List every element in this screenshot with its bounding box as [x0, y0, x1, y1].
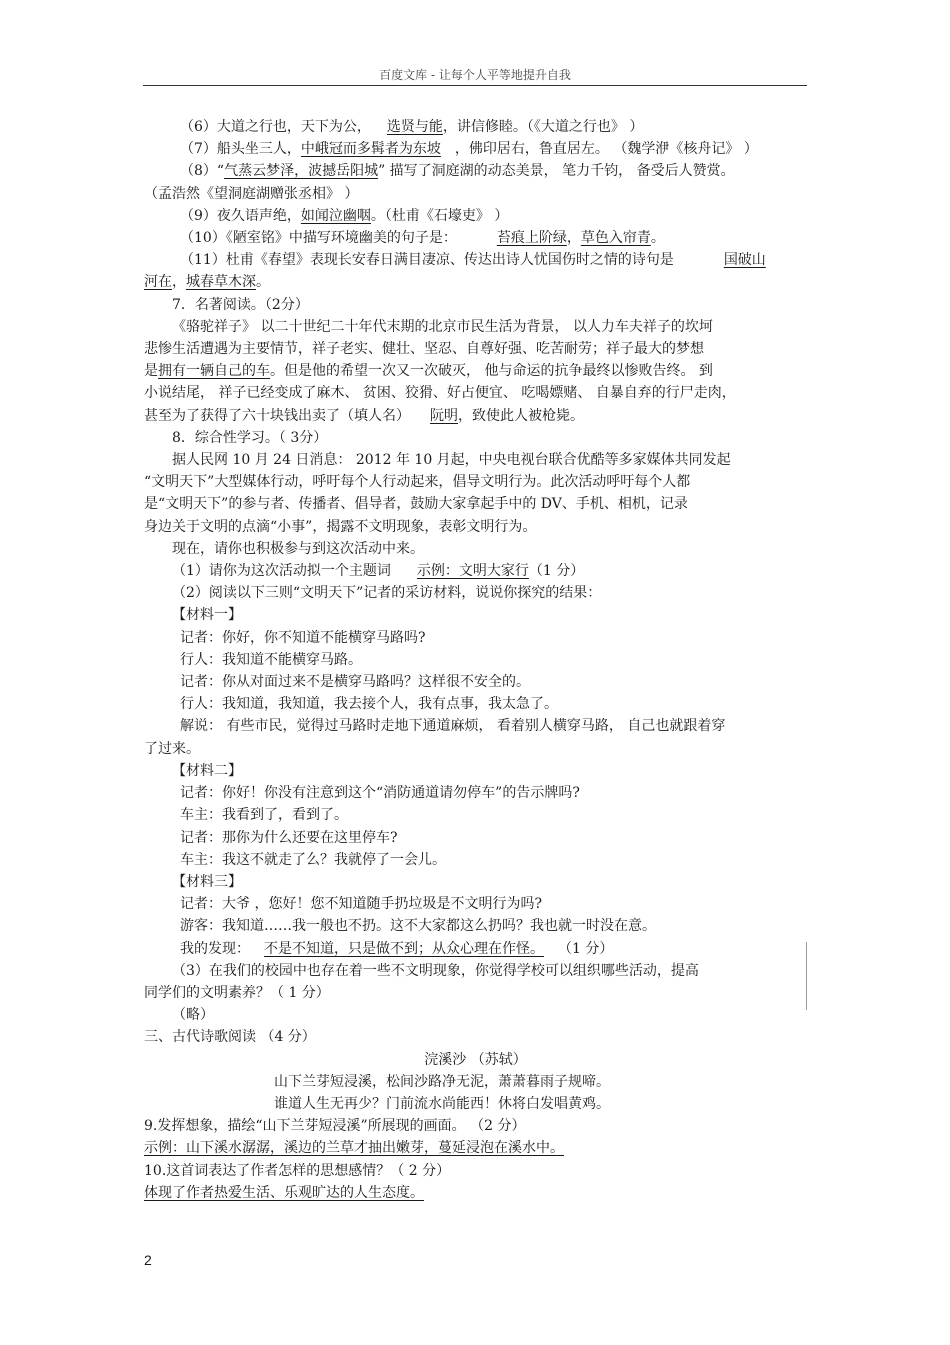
answer: 不是不知道，只是做不到；从众心理在作怪。: [264, 940, 544, 957]
q8-line: 是“文明天下”的参与者、传播者、倡导者，鼓励大家拿起手中的 DV、手机、相机，记录: [144, 496, 688, 513]
answer: 河在: [144, 274, 172, 291]
item-9: （9）夜久语声绝，如闻泣幽咽。（杜甫《石壕吏》 ）: [180, 207, 509, 224]
item-8: （8）“气蒸云梦泽，波撼岳阳城” 描写了洞庭湖的动态美景， 笔力千钧， 备受后人赞赏。: [180, 163, 735, 180]
item-6: （6）大道之行也，天下为公， 选贤与能，讲信修睦。（《大道之行也》 ）: [180, 119, 644, 135]
q8-sub-3-cont: 同学们的文明素养？（ 1 分）: [144, 984, 330, 1001]
q7-line: 小说结尾， 祥子已经变成了麻木、 贫困、狡猾、好占便宜、 吃喝嫖赌、 自暴自弃的行尸走肉，: [144, 385, 736, 402]
dialogue-line: 了过来。: [144, 740, 200, 757]
q7-line: 悲惨生活遭遇为主要情节，祥子老实、健壮、坚忍、自尊好强、吃苦耐劳；祥子最大的梦想: [144, 341, 704, 358]
dialogue-line: 记者：你好！你没有注意到这个“消防通道请勿停车”的告示牌吗?: [180, 785, 580, 802]
document-body: [144, 116, 807, 1204]
dialogue-line: 记者：你从对面过来不是横穿马路吗？这样很不安全的。: [180, 674, 530, 691]
material-title: 【材料三】: [172, 873, 242, 890]
q8-sub-1: （1）请你为这次活动拟一个主题词 示例：文明大家行（1 分）: [172, 563, 585, 580]
q8-line: “文明天下”大型媒体行动，呼吁每个人行动起来，倡导文明行为。此次活动呼吁每个人都: [144, 474, 691, 491]
page-header: 百度文库 - 让每个人平等地提升自我: [379, 68, 571, 82]
dialogue-line: 记者：你好，你不知道不能横穿马路吗?: [180, 629, 426, 646]
poem-line: 山下兰芽短浸溪，松间沙路净无泥，萧萧暮雨子规啼。: [274, 1073, 610, 1090]
answer: 拥有一辆自己的车: [158, 363, 270, 380]
answer: 国破山: [723, 252, 766, 269]
item-8-source: （孟浩然《望洞庭湖赠张丞相》 ）: [144, 185, 359, 202]
material-title: 【材料一】: [172, 607, 242, 624]
q8-title: 8．综合性学习。（ 3分）: [172, 429, 328, 446]
item-11-cont: 河在，城春草木深。: [144, 274, 270, 291]
item-10: （10）《陋室铭》中描写环境幽美的句子是： 苔痕上阶绿，草色入帘青。: [180, 230, 665, 247]
dialogue-line: 游客：我知道……我一般也不扔。这不大家都这么扔吗？我也就一时没在意。: [180, 918, 656, 935]
q8-line: 据人民网 10 月 24 日消息： 2012 年 10 月起，中央电视台联合优酷等多家媒体共同发起: [172, 452, 731, 469]
item-7: （7）船头坐三人，中峨冠而多髯者为东坡 ，佛印居右，鲁直居左。 （魏学洢《核舟记》 ）: [180, 141, 758, 158]
question-9: 9.发挥想象，描绘“山下兰芽短浸溪”所展现的画面。 （2 分）: [144, 1118, 526, 1135]
q8-line: 现在，请你也积极参与到这次活动中来。: [172, 540, 424, 557]
answer: 阮明: [430, 407, 458, 424]
dialogue-line: 记者：那你为什么还要在这里停车?: [180, 829, 398, 846]
answer: 气蒸云梦泽，波撼岳阳城: [224, 163, 379, 180]
section-title: 三、古代诗歌阅读 （4 分）: [144, 1029, 316, 1046]
dialogue-line: 车主：我这不就走了么？我就停了一会儿。: [180, 851, 446, 868]
q8-line: 身边关于文明的点滴“小事”，揭露不文明现象，表彰文明行为。: [144, 518, 537, 535]
question-10: 10.这首词表达了作者怎样的思想感情？（ 2 分）: [144, 1162, 451, 1179]
item-11: （11）杜甫《春望》表现长安春日满目凄凉、传达出诗人忧国伤时之情的诗句是 国破山: [180, 252, 766, 269]
answer: 示例：文明大家行: [416, 563, 529, 580]
q7-line: 《骆驼祥子》 以二十世纪二十年代末期的北京市民生活为背景， 以人力车夫祥子的坎坷: [172, 318, 713, 335]
answer-10: 体现了作者热爱生活、乐观旷达的人生态度。: [144, 1184, 424, 1201]
answer-9: 示例：山下溪水潺潺，溪边的兰草才抽出嫩芽，蔓延浸泡在溪水中。: [144, 1140, 564, 1157]
q8-sub-3-answer: （略）: [172, 1007, 214, 1024]
page-number: 2: [144, 1252, 152, 1268]
dialogue-line: 解说： 有些市民，觉得过马路时走地下通道麻烦， 看着别人横穿马路， 自己也就跟着穿: [180, 718, 726, 735]
answer: 如闻泣幽咽: [300, 207, 371, 224]
q8-sub-3: （3）在我们的校园中也存在着一些不文明现象，你觉得学校可以组织哪些活动，提高: [172, 962, 699, 979]
header-divider: [143, 85, 807, 86]
dialogue-line: 行人：我知道，我知道，我去接个人，我有点事，我太急了。: [180, 696, 558, 713]
q7-title: 7．名著阅读。（2分）: [172, 296, 309, 313]
poem-title: 浣溪沙 （苏轼）: [424, 1051, 527, 1068]
material-title: 【材料二】: [172, 762, 242, 779]
q7-line: 甚至为了获得了六十块钱出卖了（填人名） 阮明，致使此人被枪毙。: [144, 407, 584, 424]
finding-line: 我的发现： 不是不知道，只是做不到；从众心理在作怪。 （1 分）: [180, 940, 614, 957]
poem-line: 谁道人生无再少？门前流水尚能西！休将白发唱黄鸡。: [274, 1095, 610, 1112]
dialogue-line: 记者：大爷 ，您好！您不知道随手扔垃圾是不文明行为吗?: [180, 896, 542, 913]
dialogue-line: 行人：我知道不能横穿马路。: [180, 651, 362, 668]
answer: 草色入帘青: [580, 230, 651, 247]
answer: 城春草木深: [186, 274, 256, 291]
dialogue-line: 车主：我看到了，看到了。: [180, 807, 348, 824]
answer: 苔痕上阶绿: [496, 230, 567, 247]
q7-line: 是拥有一辆自己的车。但是他的希望一次又一次破灭， 他与命运的抗争最终以惨败告终。 到: [144, 363, 713, 380]
answer: 选贤与能: [386, 119, 443, 135]
q8-sub-2: （2）阅读以下三则“文明天下”记者的采访材料，说说你探究的结果：: [172, 585, 602, 602]
answer: 中峨冠而多髯者为东坡: [300, 141, 441, 158]
